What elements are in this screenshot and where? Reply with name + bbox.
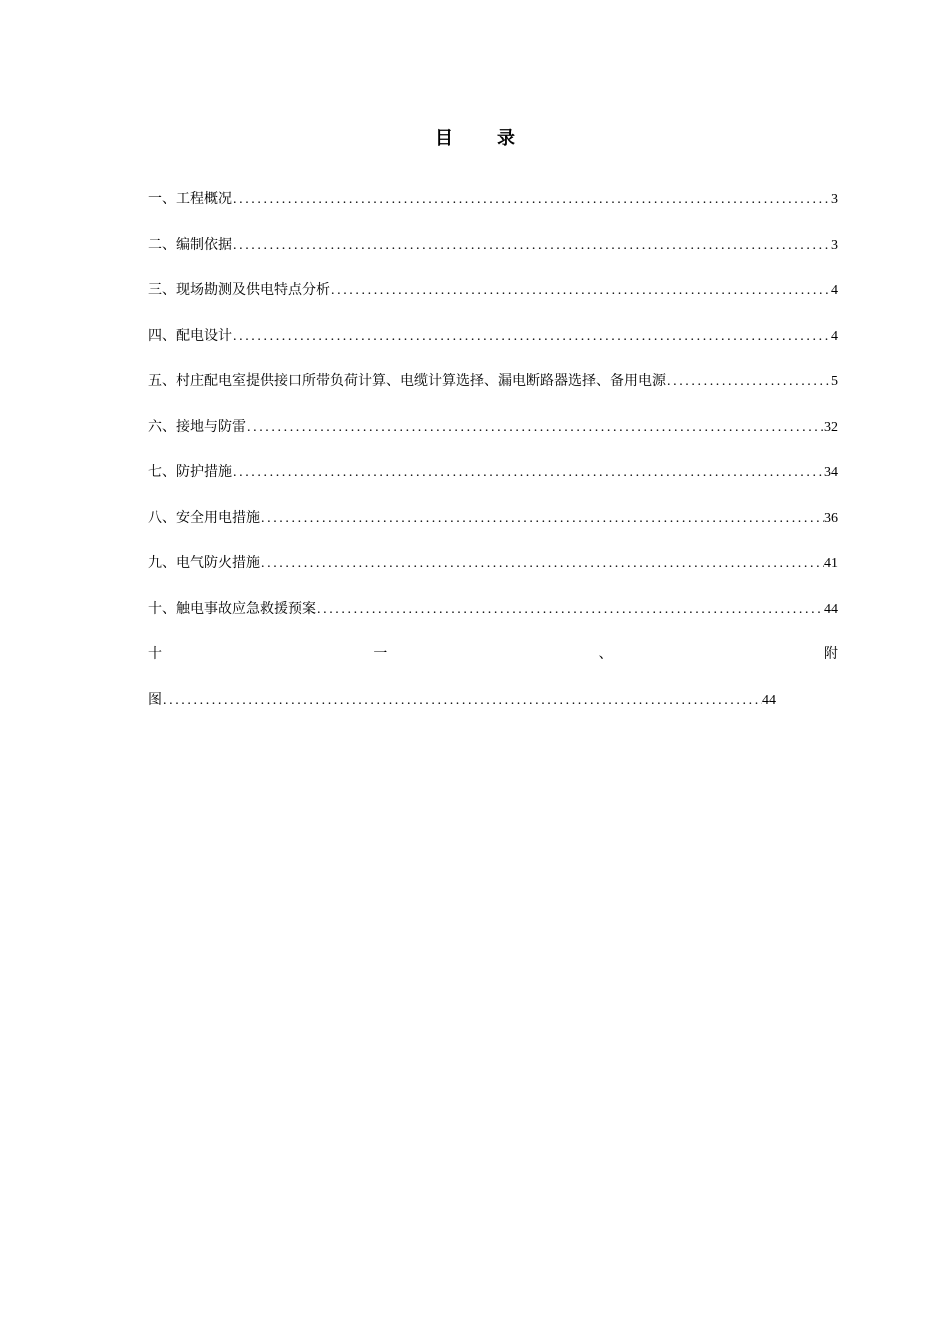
toc-entry-label: 二、编制依据 — [148, 236, 232, 253]
toc-entry-page: 32 — [824, 419, 838, 435]
toc-leader-dots — [162, 688, 762, 714]
toc-entry-justified-line[interactable] — [148, 641, 838, 687]
toc-leader-dots — [246, 415, 824, 441]
toc-entry[interactable] — [148, 232, 838, 278]
toc-leader-dots — [666, 369, 831, 395]
toc-entry[interactable] — [148, 596, 838, 642]
toc-title — [0, 124, 950, 150]
toc-entry-label: 六、接地与防雷 — [148, 418, 246, 435]
toc-entry-page: 5 — [831, 374, 838, 389]
toc-entry-page: 4 — [831, 283, 838, 298]
toc-entry[interactable] — [148, 414, 838, 460]
toc-entry-label: 五、村庄配电室提供接口所带负荷计算、电缆计算选择、漏电断路器选择、备用电源 — [148, 373, 666, 389]
toc-entry-page: 44 — [824, 601, 838, 617]
toc-entry-label: 七、防护措施 — [148, 464, 232, 480]
toc-entry-page: 41 — [824, 556, 838, 571]
toc-entry[interactable] — [148, 459, 838, 505]
toc-entry-page: 4 — [831, 328, 838, 344]
toc-title-char-2: 录 — [497, 128, 515, 149]
toc-entry-part: 附 — [823, 646, 838, 662]
toc-entry-part: 一 — [373, 646, 388, 662]
toc-entry-page: 3 — [831, 237, 838, 253]
toc-entry-label: 图 — [148, 691, 162, 708]
toc-leader-dots — [260, 506, 824, 532]
toc-entry-page: 44 — [762, 692, 776, 708]
toc-entry-label: 十、触电事故应急救援预案 — [148, 600, 316, 617]
toc-leader-dots — [316, 597, 824, 623]
toc-entry-part: 十 — [148, 646, 162, 662]
toc-entry-part: 、 — [598, 646, 613, 662]
toc-entry[interactable] — [148, 368, 838, 414]
toc-leader-dots — [260, 551, 824, 577]
toc-leader-dots — [232, 324, 831, 350]
toc-entry-label: 三、现场勘测及供电特点分析 — [148, 282, 330, 298]
toc-entry[interactable] — [148, 505, 838, 551]
toc-leader-dots — [232, 460, 824, 486]
toc-list — [148, 186, 838, 732]
toc-entry-label: 八、安全用电措施 — [148, 509, 260, 526]
toc-leader-dots — [232, 187, 831, 213]
toc-entry[interactable] — [148, 550, 838, 596]
toc-entry-page: 36 — [824, 510, 838, 526]
toc-entry-label: 九、电气防火措施 — [148, 555, 260, 571]
toc-entry-label: 四、配电设计 — [148, 327, 232, 344]
toc-entry[interactable] — [148, 277, 838, 323]
toc-title-char-1: 目 — [435, 128, 453, 149]
toc-leader-dots — [330, 278, 831, 304]
toc-entry[interactable] — [148, 323, 838, 369]
toc-entry-page: 3 — [831, 192, 838, 207]
toc-entry-page: 34 — [824, 465, 838, 480]
toc-entry[interactable] — [148, 186, 838, 232]
toc-leader-dots — [232, 233, 831, 259]
toc-entry-label: 一、工程概况 — [148, 191, 232, 207]
toc-entry-continuation[interactable] — [148, 687, 776, 733]
